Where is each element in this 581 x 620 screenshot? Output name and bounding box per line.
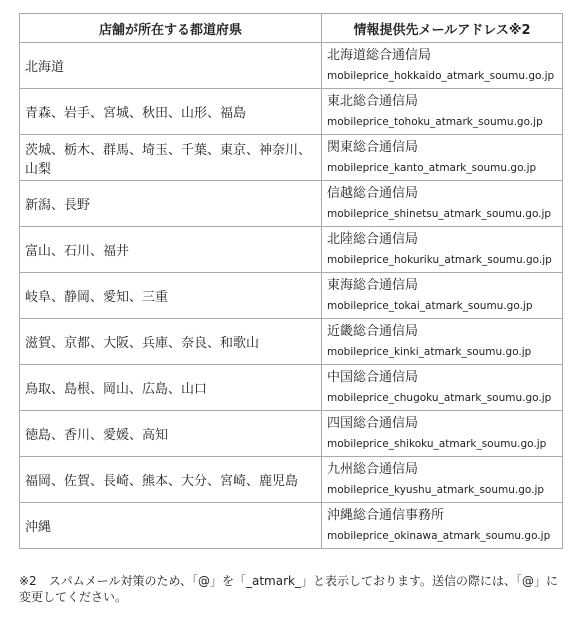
prefecture-list: 徳島、香川、愛媛、高知 xyxy=(20,411,322,457)
email-address: mobileprice_shikoku_atmark_soumu.go.jp xyxy=(327,437,547,450)
header-contact-email: 情報提供先メールアドレス※2 xyxy=(322,14,563,43)
email-address: mobileprice_chugoku_atmark_soumu.go.jp xyxy=(327,391,552,404)
regional-office-table xyxy=(19,13,563,549)
contact-cell xyxy=(322,457,563,503)
table-row xyxy=(20,411,563,457)
office-name: 関東総合通信局 xyxy=(327,139,419,155)
contact-cell xyxy=(322,227,563,273)
table-header-row xyxy=(20,14,563,43)
table-row xyxy=(20,227,563,273)
contact-table-container xyxy=(19,13,562,549)
contact-cell xyxy=(322,89,563,135)
prefecture-list: 茨城、栃木、群馬、埼玉、千葉、東京、神奈川、山梨 xyxy=(20,135,322,181)
contact-cell xyxy=(322,43,563,89)
email-address: mobileprice_okinawa_atmark_soumu.go.jp xyxy=(327,529,551,542)
office-name: 四国総合通信局 xyxy=(327,415,419,431)
office-name: 中国総合通信局 xyxy=(327,369,419,385)
table-row xyxy=(20,43,563,89)
prefecture-list: 新潟、長野 xyxy=(20,181,322,227)
contact-cell xyxy=(322,411,563,457)
table-row xyxy=(20,319,563,365)
contact-cell xyxy=(322,135,563,181)
office-name: 東海総合通信局 xyxy=(327,277,419,293)
office-name: 東北総合通信局 xyxy=(327,93,419,109)
table-row xyxy=(20,181,563,227)
prefecture-list: 青森、岩手、宮城、秋田、山形、福島 xyxy=(20,89,322,135)
prefecture-list: 北海道 xyxy=(20,43,322,89)
table-row xyxy=(20,89,563,135)
contact-cell xyxy=(322,503,563,549)
prefecture-list: 沖縄 xyxy=(20,503,322,549)
email-address: mobileprice_tohoku_atmark_soumu.go.jp xyxy=(327,115,543,128)
table-row xyxy=(20,135,563,181)
contact-cell xyxy=(322,319,563,365)
header-prefectures: 店舗が所在する都道府県 xyxy=(20,14,322,43)
email-address: mobileprice_kanto_atmark_soumu.go.jp xyxy=(327,161,537,174)
office-name: 沖縄総合通信事務所 xyxy=(327,507,445,523)
table-row xyxy=(20,503,563,549)
footnote-spam-notice: ※2 スパムメール対策のため、「@」を「_atmark_」と表示しております。送信の際には、「@」に変更してください。 xyxy=(19,574,558,604)
prefecture-list: 福岡、佐賀、長崎、熊本、大分、宮崎、鹿児島 xyxy=(20,457,322,503)
email-address: mobileprice_tokai_atmark_soumu.go.jp xyxy=(327,299,533,312)
table-row xyxy=(20,365,563,411)
table-row xyxy=(20,457,563,503)
email-address: mobileprice_kinki_atmark_soumu.go.jp xyxy=(327,345,532,358)
prefecture-list: 富山、石川、福井 xyxy=(20,227,322,273)
email-address: mobileprice_kyushu_atmark_soumu.go.jp xyxy=(327,483,545,496)
office-name: 近畿総合通信局 xyxy=(327,323,419,339)
office-name: 九州総合通信局 xyxy=(327,461,419,477)
prefecture-list: 滋賀、京都、大阪、兵庫、奈良、和歌山 xyxy=(20,319,322,365)
table-row xyxy=(20,273,563,319)
email-address: mobileprice_shinetsu_atmark_soumu.go.jp xyxy=(327,207,552,220)
office-name: 信越総合通信局 xyxy=(327,185,419,201)
email-address: mobileprice_hokkaido_atmark_soumu.go.jp xyxy=(327,69,555,82)
contact-cell xyxy=(322,273,563,319)
prefecture-list: 岐阜、静岡、愛知、三重 xyxy=(20,273,322,319)
email-address: mobileprice_hokuriku_atmark_soumu.go.jp xyxy=(327,253,552,266)
contact-cell xyxy=(322,181,563,227)
contact-cell xyxy=(322,365,563,411)
office-name: 北陸総合通信局 xyxy=(327,231,419,247)
prefecture-list: 鳥取、島根、岡山、広島、山口 xyxy=(20,365,322,411)
office-name: 北海道総合通信局 xyxy=(327,47,432,63)
